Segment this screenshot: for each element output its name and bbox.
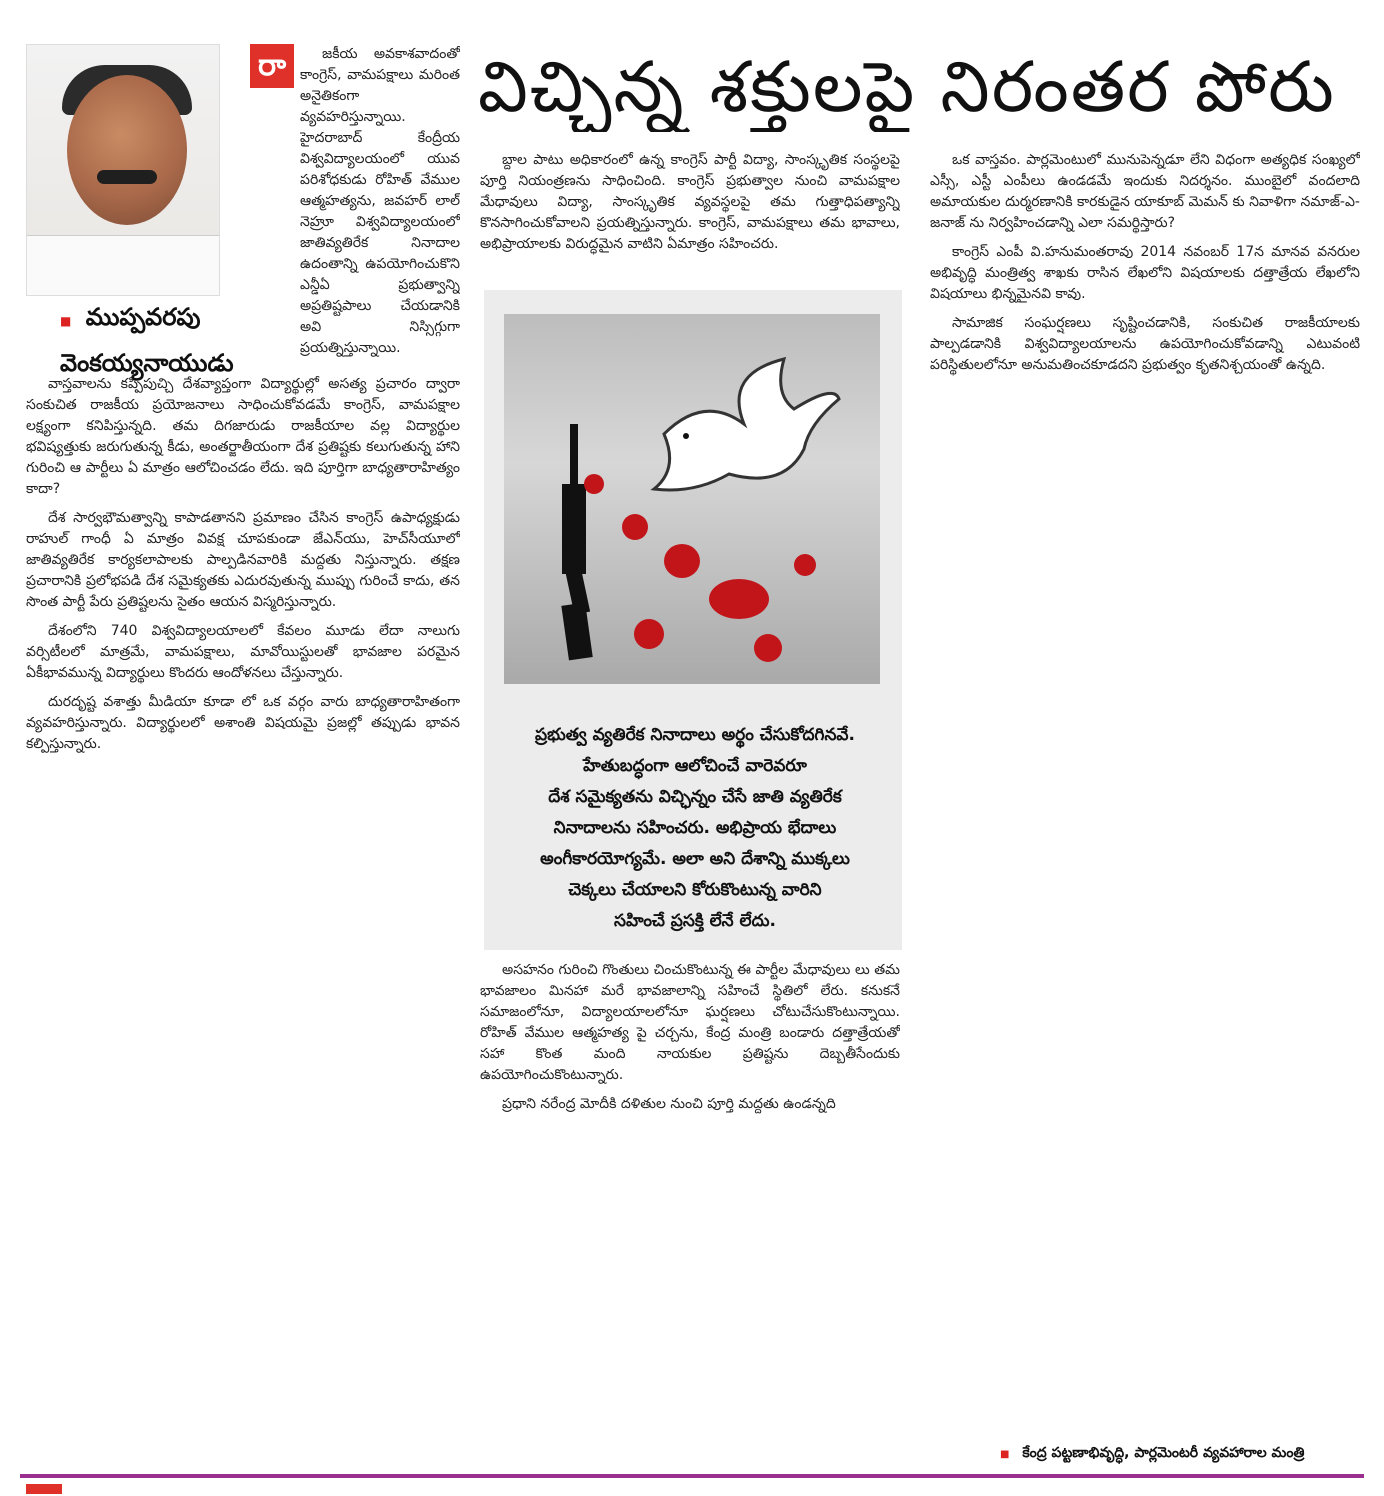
paragraph: జకీయ అవకాశవాదంతో కాంగ్రెస్, వామపక్షాలు మరింత అనైతికంగా వ్యవహరిస్తున్నాయి. హైదరాబాద్ కేంద్రీయ విశ్వవిద్యాలయంలో యువ పరిశోధకుడు రోహిత్ వేముల ఆత్మహత్యను, జవహర్ లాల్ నెహ్రూ విశ్వవిద్యాలయంలో జాతివ్యతిరేక నినాదాల ఉదంతాన్ని ఉపయోగించుకొని ఎన్డీఏ ప్రభుత్వాన్ని అప్రతిష్టపాలు చేయడానికి అవి నిస్సిగ్గుగా ప్రయత్నిస్తున్నాయి. (300, 46, 460, 356)
blood-spot (584, 474, 604, 494)
blood-spot (664, 544, 700, 578)
blood-spot (634, 619, 664, 649)
column-2-top (480, 150, 900, 280)
photo-shirt (27, 235, 219, 296)
column-2-body (480, 960, 900, 1470)
byline-bullet-icon: ■ (60, 314, 72, 328)
quote-line: చెక్కలు చేయాలని కోరుకొంటున్న వారిని (568, 880, 822, 900)
paragraph: అసహనం గురించి గొంతులు చించుకొంటున్న ఈ పార్టీల మేధావులు లు తమ భావజాలం మినహా మరే భావజాలాన్ని సహించే స్థితిలో లేరు. కనుకనే సమాజంలోనూ, విద్యాలయాలలోనూ ఘర్షణలు చోటుచేసుకొంటున్నాయి. రోహిత్ వేముల ఆత్మహత్య పై చర్చను, కేంద్ర మంత్రి బండారు దత్తాత్రేయతో సహా కొంత మంది నాయకుల ప్రతిష్టను దెబ్బతీసేందుకు ఉపయోగించుకొంటున్నారు. (480, 962, 900, 1083)
quote-line: దేశ సమైక్యతను విచ్ఛిన్నం చేసే జాతి వ్యతిరేక (548, 787, 842, 807)
credit-text: కేంద్ర పట్టణాభివృద్ధి, పార్లమెంటరీ వ్యవహారాల మంత్రి (1022, 1445, 1305, 1461)
dove-icon (634, 354, 844, 504)
footer-mark (26, 1484, 62, 1494)
paragraph: దేశ సార్వభౌమత్వాన్ని కాపాడతానని ప్రమాణం చేసిన కాంగ్రెస్ ఉపాధ్యక్షుడు రాహుల్ గాంధీ ఏ మాత్రం వివక్ష చూపకుండా జేఎన్‌యు, హెచ్‌సీయూలో జాతివ్యతిరేక కార్యకలాపాలకు పాల్పడినవారికి మద్దతు నిస్తున్నారు. తక్షణ ప్రచారానికి ప్రలోభపడి దేశ సమైక్యతకు ఎదురవుతున్న ముప్పు గురించే కాదు, తన సొంత పార్టీ పేరు ప్రతిష్టలను సైతం ఆయన విస్మరిస్తున్నారు. (26, 510, 460, 610)
column-1-body (26, 374, 460, 1464)
author-credit (1000, 1445, 1360, 1464)
credit-bullet-icon: ■ (1000, 1449, 1010, 1460)
quote-line: సహించే ప్రసక్తి లేనే లేదు. (614, 911, 776, 931)
blood-spot (754, 634, 782, 662)
byline-line-1 (60, 296, 240, 342)
article-headline: విచ్ఛిన్న శక్తులపై నిరంతర పోరు (478, 46, 1336, 128)
pull-quote (500, 720, 890, 937)
blood-spot (794, 554, 816, 576)
byline-name-1: ముప్పవరపు (85, 303, 201, 331)
blood-spot (622, 514, 648, 540)
paragraph: వాస్తవాలను కప్పిపుచ్చి దేశవ్యాప్తంగా విద్యార్థుల్లో అసత్య ప్రచారం ద్వారా సంకుచిత రాజకీయ ప్రయోజనాలు సాధించుకోవడమే కాంగ్రెస్, వామపక్షాల లక్ష్యంగా కనిపిస్తున్నది. తమ దిగజారుడు రాజకీయాల వల్ల విద్యార్థుల భవిష్యత్తుకు జరుగుతున్న కీడు, అంతర్జాతీయంగా దేశ ప్రతిష్టకు కలుగుతున్న హాని గురించి ఆ పార్టీలు ఏ మాత్రం ఆలోచించడం లేదు. ఇది పూర్తిగా బాధ్యతారాహిత్యం కాదా? (26, 376, 460, 497)
paragraph: సామాజిక సంఘర్షణలు సృష్టించడానికి, సంకుచిత రాజకీయాలకు పాల్పడడానికి విశ్వవిద్యాలయాలను ఉపయోగించుకోవడాన్ని ఎటువంటి పరిస్థితులలోనూ అనుమతించకూడదని ప్రభుత్వం కృతనిశ్చయంతో ఉన్నది. (930, 315, 1360, 373)
paragraph: కాంగ్రెస్ ఎంపీ వి.హనుమంతరావు 2014 నవంబర్ 17న మానవ వనరుల అభివృద్ధి మంత్రిత్వ శాఖకు రాసిన లేఖలోని విషయాలకు దత్తాత్రేయ లేఖలోని విషయాలు భిన్నమైనవి కావు. (930, 244, 1360, 302)
paragraph: ప్రధాని నరేంద్ర మోదీకి దళితుల నుంచి పూర్తి మద్దతు ఉండన్నది (502, 1096, 836, 1112)
author-byline (60, 296, 240, 384)
photo-moustache (97, 170, 157, 184)
author-photo (26, 44, 220, 296)
quote-line: నినాదాలను సహించరు. అభిప్రాయ భేదాలు (553, 818, 837, 838)
paragraph: దేశంలోని 740 విశ్వవిద్యాలయాలలో కేవలం మూడు లేదా నాలుగు వర్సిటీలలో మాత్రమే, వామపక్షాలు, మావోయిస్టులతో భావజాల పరమైన ఏకీభావమున్న విద్యార్థులు కొందరు ఆందోళనలు చేస్తున్నారు. (26, 623, 460, 681)
photo-face (67, 75, 187, 225)
column-1-top (300, 44, 460, 374)
column-3-body (930, 150, 1360, 1440)
bottom-rule (20, 1474, 1364, 1478)
rifle-icon (544, 424, 604, 664)
paragraph: ఒక వాస్తవం. పార్లమెంటులో మునుపెన్నడూ లేని విధంగా అత్యధిక సంఖ్యలో ఎస్సీ, ఎస్టీ ఎంపీలు ఉండడమే ఇందుకు నిదర్శనం. ముంబైలో వందలాది అమాయకుల దుర్మరణానికి కారకుడైన యాకూబ్ మెమన్ కు నివాళిగా నమాజ్-ఎ-జనాజ్ ను నిర్వహించడాన్ని ఎలా సమర్థిస్తారు? (930, 152, 1360, 231)
byline-line-2: వెంకయ్యనాయుడు (60, 349, 234, 377)
dove-gun-illustration (504, 314, 880, 684)
paragraph: బ్దాల పాటు అధికారంలో ఉన్న కాంగ్రెస్ పార్టీ విద్యా, సాంస్కృతిక సంస్థలపై పూర్తి నియంత్రణను సాధించింది. కాంగ్రెస్ ప్రభుత్వాల నుంచి వామపక్షాల మేధావులు విద్యా, సాంస్కృతిక వ్యవస్థలపై తమ గుత్తాధిపత్యాన్ని కొనసాగించుకోవాలని ప్రయత్నిస్తున్నారు. కాంగ్రెస్, వామపక్షాలు తమ భావాలు, అభిప్రాయాలకు విరుద్ధమైన వాటిని ఏమాత్రం సహించరు. (480, 152, 900, 252)
paragraph: దురదృష్ట వశాత్తు మీడియా కూడా లో ఒక వర్గం వారు బాధ్యతారాహితంగా వ్యవహరిస్తున్నారు. విద్యార్థులలో అశాంతి విషయమై ప్రజల్లో తప్పుడు భావన కల్పిస్తున్నారు. (26, 694, 460, 752)
quote-line: అంగీకారయోగ్యమే. అలా అని దేశాన్ని ముక్కలు (540, 849, 850, 869)
quote-line: హేతుబద్ధంగా ఆలోచించే వారెవరూ (583, 756, 807, 776)
quote-line: ప్రభుత్వ వ్యతిరేక నినాదాలు అర్థం చేసుకోదగినవే. (535, 725, 855, 745)
drop-cap: రా (250, 44, 294, 88)
blood-spot (709, 579, 769, 619)
